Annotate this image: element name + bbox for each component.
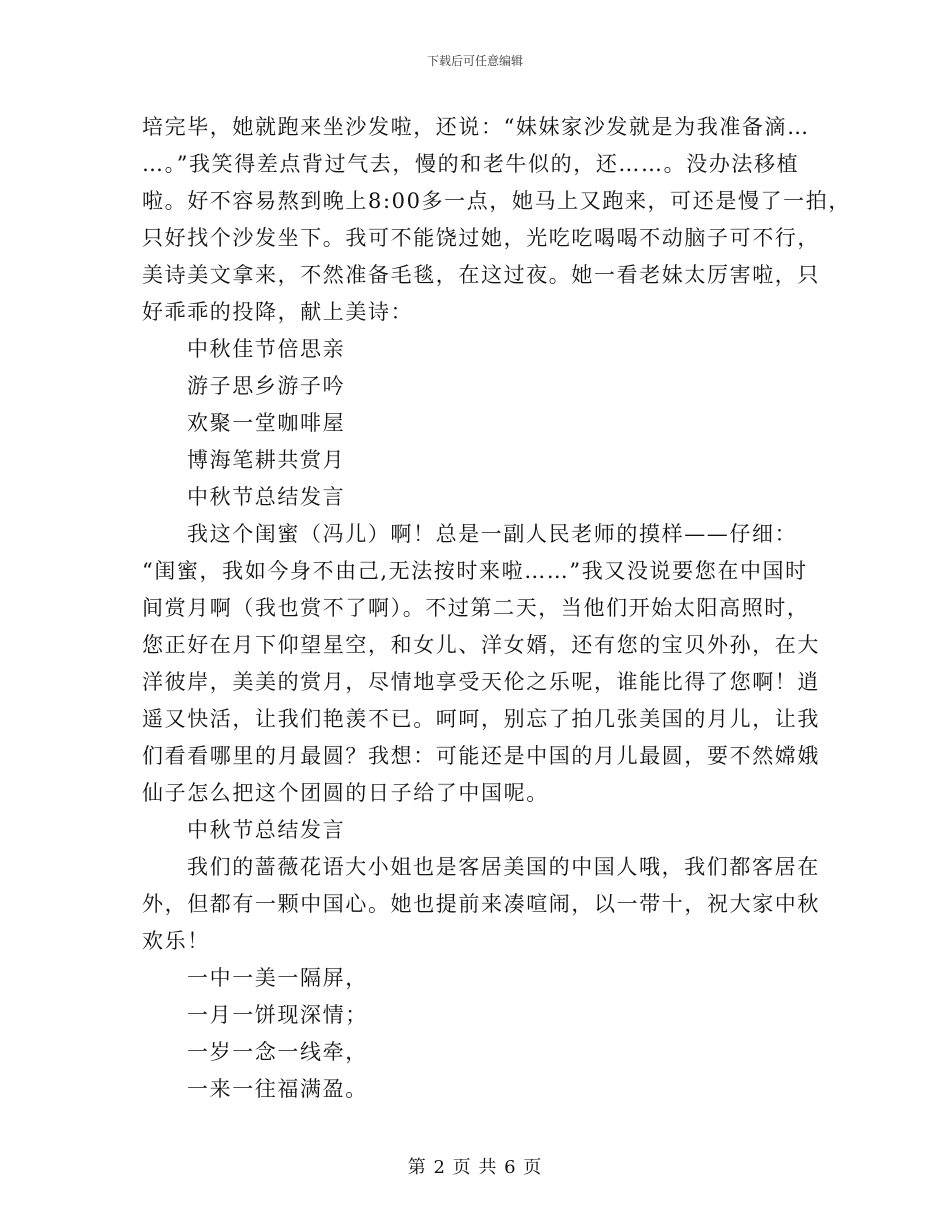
paragraph-line: 仙子怎么把这个团圆的日子给了中国呢。 [142,781,549,805]
paragraph-line: 们看看哪里的月最圆？我想：可能还是中国的月儿最圆，要不然嫦娥 [142,744,820,768]
section-heading: 中秋节总结发言 [187,818,346,842]
paragraph-line: 只好找个沙发坐下。我可不能饶过她，光吃吃喝喝不动脑子可不行， [142,226,820,250]
paragraph-line: “闺蜜，我如今身不由己,无法按时来啦……”我又没说要您在中国时 [142,559,808,583]
poem-line: 中秋佳节倍思亲 [187,337,346,361]
paragraph-line: 好乖乖的投降，献上美诗： [142,300,414,324]
page-header-note: 下载后可任意编辑 [426,54,523,68]
paragraph-line: 外，但都有一颗中国心。她也提前来凑喧闹，以一带十，祝大家中秋 [142,892,820,916]
poem-line: 一来一往福满盈。 [187,1077,368,1101]
page-number: 第 2 页 共 6 页 [407,1157,543,1178]
paragraph-line: 遥又快活，让我们艳羡不已。呵呵，别忘了拍几张美国的月儿，让我 [142,707,820,731]
poem-line: 一月一饼现深情； [187,1003,368,1027]
paragraph-line: 啦。好不容易熬到晚上8:00多一点，她马上又跑来，可还是慢了一拍， [142,189,851,213]
section-heading: 中秋节总结发言 [187,485,346,509]
paragraph-line: 欢乐！ [142,929,210,953]
paragraph-line: 培完毕，她就跑来坐沙发啦，还说：“妹妹家沙发就是为我准备滴… [142,115,810,139]
paragraph-line: 我这个闺蜜（冯儿）啊！总是一副人民老师的摸样——仔细： [187,522,798,546]
paragraph-line: 美诗美文拿来，不然准备毛毯，在这过夜。她一看老妹太厉害啦，只 [142,263,820,287]
poem-line: 博海笔耕共赏月 [187,448,346,472]
paragraph-line: 您正好在月下仰望星空，和女儿、洋女婿，还有您的宝贝外孙，在大 [142,633,820,657]
paragraph-line: …。”我笑得差点背过气去，慢的和老牛似的，还……。没办法移植 [142,152,800,176]
poem-line: 游子思乡游子吟 [187,374,346,398]
paragraph-line: 我们的蔷薇花语大小姐也是客居美国的中国人哦，我们都客居在 [187,855,820,879]
paragraph-line: 间赏月啊（我也赏不了啊）。不过第二天，当他们开始太阳高照时， [142,596,810,620]
paragraph-line: 洋彼岸，美美的赏月，尽情地享受天伦之乐呢，谁能比得了您啊！逍 [142,670,820,694]
poem-line: 一岁一念一线牵， [187,1040,368,1064]
poem-line: 一中一美一隔屏， [187,966,368,990]
poem-line: 欢聚一堂咖啡屋 [187,411,346,435]
